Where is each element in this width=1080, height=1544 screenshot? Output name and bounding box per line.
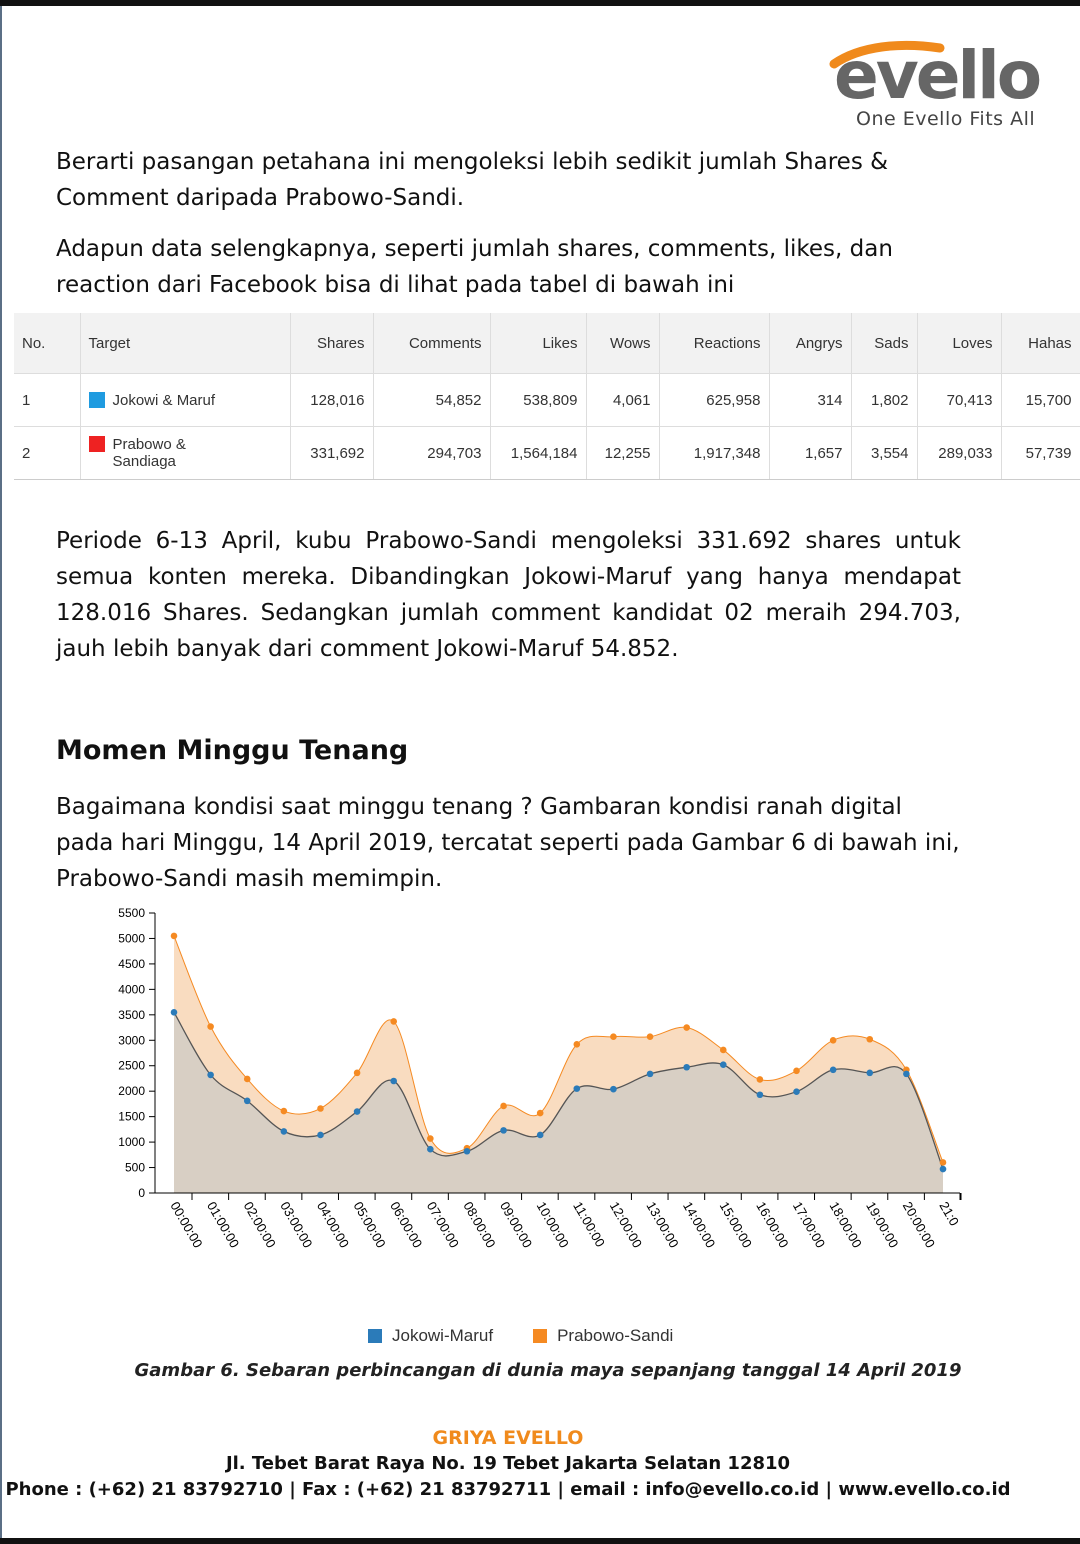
cell-angrys: 314 [769, 374, 851, 427]
x-tick-label: 05:00:00 [350, 1199, 389, 1251]
y-tick-label: 3500 [118, 1007, 145, 1022]
x-tick-label: 04:00:00 [313, 1199, 353, 1251]
prabowo-point [390, 1018, 397, 1025]
footer-company: GRIYA EVELLO [432, 1427, 584, 1449]
target-name: Jokowi & Maruf [112, 391, 216, 409]
prabowo-color-swatch [89, 436, 105, 452]
jokowi-point [720, 1061, 727, 1068]
cell-reactions: 1,917,348 [659, 427, 769, 480]
jokowi-point [683, 1064, 690, 1071]
cell-angrys: 1,657 [769, 427, 851, 480]
area-chart [100, 900, 980, 1280]
legend-item-prabowo[interactable] [533, 1326, 673, 1346]
table-row [14, 374, 1080, 427]
prabowo-point [866, 1036, 873, 1043]
cell-target [80, 374, 290, 427]
jokowi-point [940, 1166, 947, 1173]
y-tick-label: 3000 [118, 1033, 145, 1048]
col-header-no[interactable]: No. [14, 313, 80, 374]
logo-wordmark: evello [834, 37, 1040, 110]
prabowo-point [244, 1076, 251, 1083]
jokowi-point [500, 1127, 507, 1134]
prabowo-point [354, 1070, 361, 1077]
y-tick-label: 0 [138, 1186, 145, 1200]
paragraph-2: Adapun data selengkapnya, seperti jumlah shares, comments, likes, dan reaction dari Facebook bisa di lihat pada tabel di bawah ini [56, 236, 893, 298]
jokowi-point [537, 1132, 544, 1139]
target-name: Prabowo & Sandiaga [112, 436, 186, 470]
prabowo-point [427, 1135, 434, 1142]
cell-comments: 294,703 [373, 427, 490, 480]
jokowi-point [574, 1085, 581, 1092]
col-header-angrys[interactable]: Angrys [769, 313, 851, 374]
paragraph-3: Periode 6-13 April, kubu Prabowo-Sandi mengoleksi 331.692 shares untuk semua konten mereka. Dibandingkan Jokowi-Maruf yang hanya mendapat 128.016 Shares. Sedangkan jumlah comment kandidat 02 meraih 294.703, jauh lebih banyak dari comment Jokowi-Maruf 54.852. [56, 528, 961, 662]
chart-legend [368, 1326, 673, 1346]
cell-loves: 289,033 [917, 427, 1001, 480]
x-tick-label: 19:00:00 [863, 1199, 902, 1251]
legend-label-prabowo: Prabowo-Sandi [557, 1326, 674, 1345]
paragraph-1: Berarti pasangan petahana ini mengoleksi lebih sedikit jumlah Shares & Comment daripada Prabowo-Sandi. [56, 149, 889, 211]
x-tick-label: 08:00:00 [460, 1199, 499, 1251]
cell-hahas: 57,739 [1001, 427, 1080, 480]
footer-address: Jl. Tebet Barat Raya No. 19 Tebet Jakarta Selatan 12810 [225, 1453, 791, 1474]
table-header-row [14, 313, 1080, 374]
jokowi-point [610, 1086, 617, 1093]
jokowi-point [244, 1098, 251, 1105]
x-tick-label: 07:00:00 [423, 1199, 463, 1251]
cell-shares: 331,692 [290, 427, 373, 480]
jokowi-point [866, 1070, 873, 1077]
x-tick-label: 12:00:00 [606, 1199, 646, 1251]
x-tick-label: 01:00:00 [204, 1199, 243, 1251]
x-tick-label: 11:00:00 [570, 1199, 609, 1250]
jokowi-point [647, 1071, 654, 1078]
jokowi-point [427, 1146, 434, 1153]
prabowo-point [940, 1159, 947, 1166]
col-header-comments[interactable]: Comments [373, 313, 490, 374]
x-tick-label: 16:00:00 [753, 1199, 792, 1251]
x-tick-label: 15:00:00 [716, 1199, 755, 1251]
y-tick-label: 500 [124, 1160, 145, 1175]
col-header-hahas[interactable]: Hahas [1001, 313, 1080, 374]
jokowi-point [464, 1148, 471, 1155]
prabowo-point [793, 1068, 800, 1075]
cell-comments: 54,852 [373, 374, 490, 427]
x-tick-label: 17:00:00 [789, 1199, 829, 1251]
legend-item-jokowi[interactable] [368, 1326, 493, 1346]
prabowo-point [683, 1024, 690, 1031]
prabowo-point [281, 1108, 288, 1115]
figure-caption: Gambar 6. Sebaran perbincangan di dunia maya sepanjang tanggal 14 April 2019 [134, 1360, 962, 1381]
cell-reactions: 625,958 [659, 374, 769, 427]
cell-loves: 70,413 [917, 374, 1001, 427]
jokowi-color-swatch [89, 392, 105, 408]
cell-sads: 3,554 [851, 427, 917, 480]
cell-sads: 1,802 [851, 374, 917, 427]
cell-likes: 538,809 [490, 374, 586, 427]
y-tick-label: 1500 [118, 1109, 145, 1124]
col-header-wows[interactable]: Wows [586, 313, 659, 374]
y-tick-label: 4500 [118, 956, 145, 971]
section-heading: Momen Minggu Tenang [56, 735, 409, 766]
x-tick-label: 00:00:00 [167, 1199, 206, 1251]
jokowi-point [207, 1072, 214, 1079]
x-tick-label: 09:00:00 [496, 1199, 536, 1251]
jokowi-point [390, 1078, 397, 1085]
cell-no: 1 [14, 374, 80, 427]
y-tick-label: 5000 [118, 931, 145, 946]
prabowo-point [610, 1033, 617, 1040]
bottom-border [0, 1538, 1080, 1544]
x-tick-label: 10:00:00 [533, 1199, 572, 1251]
x-tick-label: 13:00:00 [643, 1199, 682, 1251]
cell-shares: 128,016 [290, 374, 373, 427]
legend-swatch-prabowo [533, 1329, 547, 1343]
col-header-sads[interactable]: Sads [851, 313, 917, 374]
prabowo-point [317, 1105, 324, 1112]
x-tick-label: 18:00:00 [826, 1199, 865, 1251]
jokowi-point [793, 1088, 800, 1095]
y-tick-label: 1000 [118, 1135, 145, 1150]
prabowo-point [757, 1076, 764, 1083]
cell-target [80, 427, 290, 480]
col-header-target[interactable]: Target [80, 313, 290, 374]
y-tick-label: 5500 [118, 906, 145, 920]
prabowo-point [574, 1041, 581, 1048]
left-border [0, 6, 2, 1538]
cell-no: 2 [14, 427, 80, 480]
prabowo-point [207, 1023, 214, 1030]
jokowi-point [830, 1067, 837, 1074]
jokowi-point [171, 1009, 178, 1016]
col-header-likes[interactable]: Likes [490, 313, 586, 374]
prabowo-point [720, 1047, 727, 1054]
prabowo-point [171, 933, 178, 940]
prabowo-point [830, 1037, 837, 1044]
x-tick-label: 03:00:00 [277, 1199, 316, 1251]
jokowi-point [317, 1132, 324, 1139]
prabowo-point [500, 1103, 507, 1110]
y-tick-label: 2000 [118, 1084, 145, 1099]
y-tick-label: 4000 [118, 982, 145, 997]
paragraph-4: Bagaimana kondisi saat minggu tenang ? Gambaran kondisi ranah digital pada hari Minggu, 14 April 2019, tercatat seperti pada Gambar 6 di bawah ini, Prabowo-Sandi masih memimpin. [56, 794, 960, 892]
cell-hahas: 15,700 [1001, 374, 1080, 427]
col-header-loves[interactable]: Loves [917, 313, 1001, 374]
x-tick-label: 06:00:00 [387, 1199, 426, 1251]
jokowi-point [757, 1091, 764, 1098]
prabowo-point [647, 1033, 654, 1040]
footer-contact[interactable]: Phone : (+62) 21 83792710 | Fax : (+62) 21 83792711 | email : info@evello.co.id | www.evello.co.id [5, 1479, 1011, 1500]
y-tick-label: 2500 [118, 1058, 145, 1073]
legend-swatch-jokowi [368, 1329, 382, 1343]
legend-label-jokowi: Jokowi-Maruf [392, 1326, 494, 1345]
x-tick-label: 20:00:00 [899, 1199, 939, 1251]
prabowo-point [537, 1110, 544, 1117]
x-tick-label: 21:0 [936, 1199, 963, 1229]
jokowi-point [281, 1128, 288, 1135]
x-tick-label: 14:00:00 [680, 1199, 719, 1251]
col-header-reactions[interactable]: Reactions [659, 313, 769, 374]
cell-wows: 12,255 [586, 427, 659, 480]
cell-likes: 1,564,184 [490, 427, 586, 480]
jokowi-point [354, 1108, 361, 1115]
cell-wows: 4,061 [586, 374, 659, 427]
col-header-shares[interactable]: Shares [290, 313, 373, 374]
top-border [0, 0, 1080, 6]
logo-tagline: One Evello Fits All [856, 108, 1036, 130]
x-tick-label: 02:00:00 [240, 1199, 279, 1251]
table-row [14, 427, 1080, 480]
jokowi-point [903, 1071, 910, 1078]
facebook-stats-table [14, 313, 1080, 480]
